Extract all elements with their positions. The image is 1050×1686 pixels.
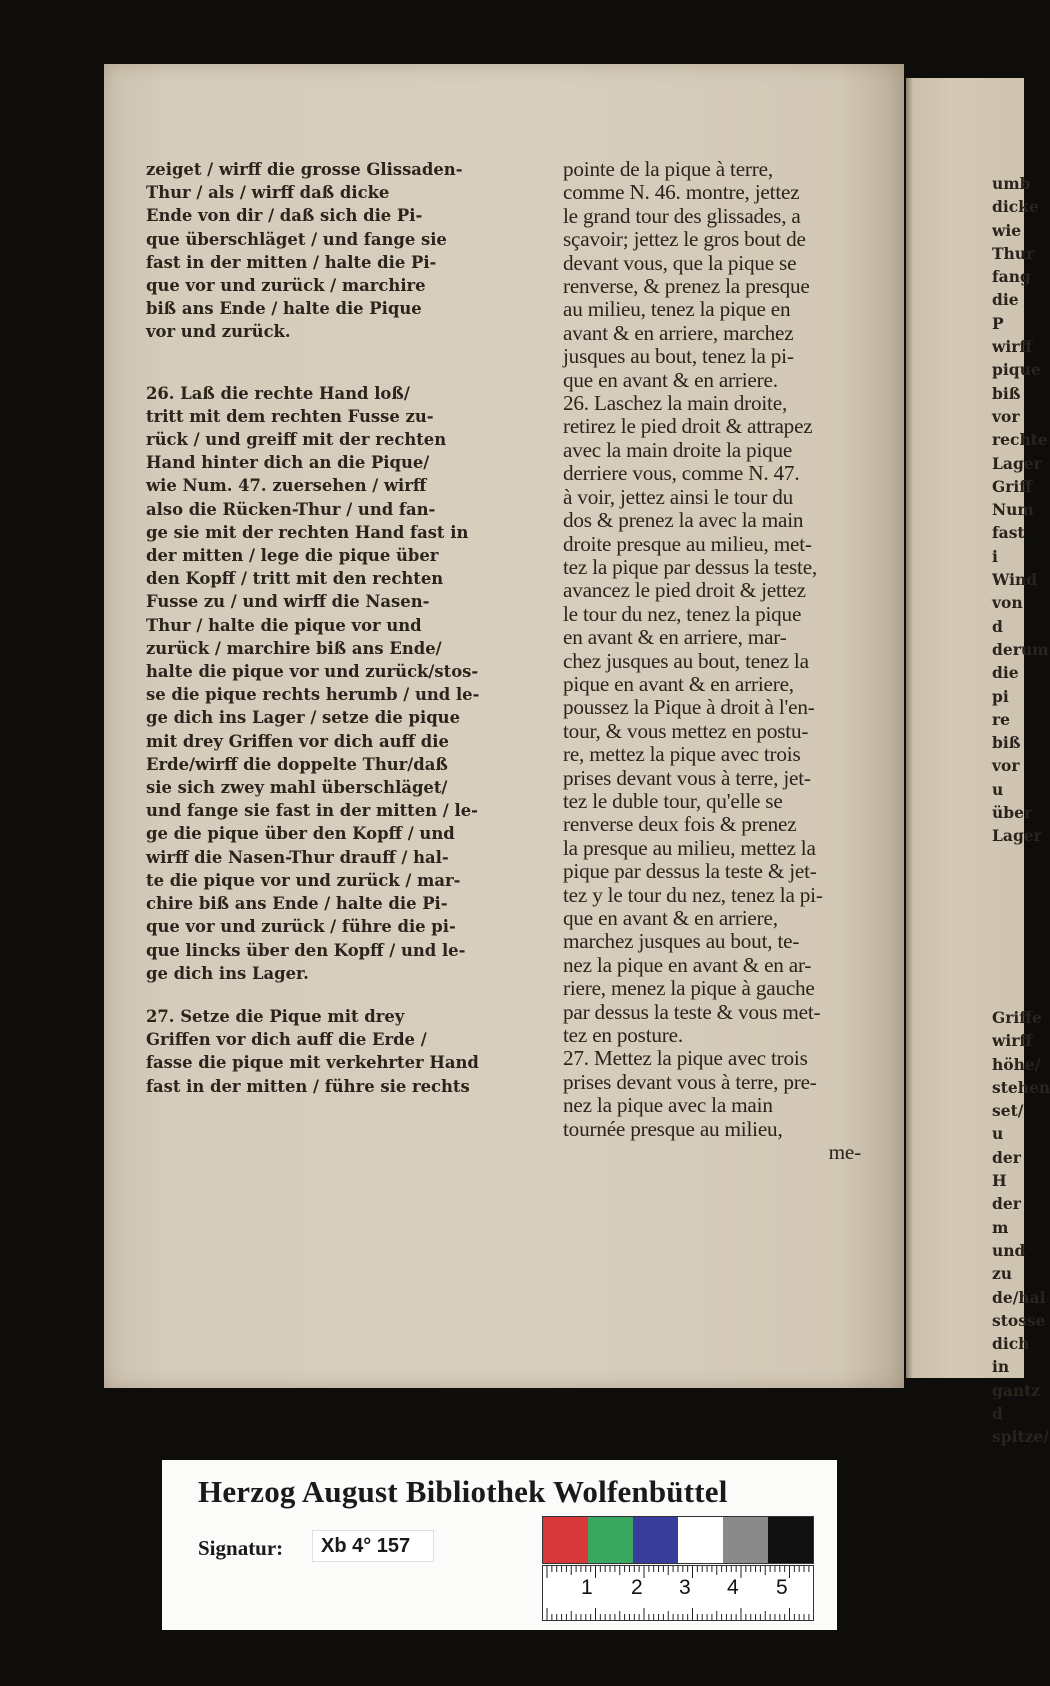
swatch-red	[543, 1517, 588, 1563]
signatur-label: Signatur:	[198, 1536, 284, 1560]
french-paragraph-1: pointe de la pique à terre, comme N. 46. montre, jettez le grand tour des glissades, a sçavoir; jettez le gros bout de devant vous, que la pique se renverse, & prenez la presque au milieu, tenez la pique en avant & en arriere, marchez jusques au bout, tenez la pi- que en avant & en arriere.	[563, 157, 810, 392]
next-page-text-top: umb dicke wie Thur fang die P wirff pique biß vor rechte Lager Griff Num fast i Wind von d derum die pi re biß vor u über Lager	[992, 174, 1049, 846]
swatch-blue	[633, 1517, 678, 1563]
french-text-column	[563, 158, 863, 1164]
swatch-gray	[723, 1517, 768, 1563]
ruler-number-5: 5	[776, 1576, 788, 1599]
ruler-number-2: 2	[631, 1576, 643, 1599]
german-paragraph-26: 26. Laß die rechte Hand loß/ tritt mit dem rechten Fusse zu- rück / und greiff mit der rechten Hand hinter dich an die Pique/ wie Num. 47. zuersehen / wirff also die Rücken-Thur / und fan- ge sie mit der rechten Hand fast in der mitten / lege die pique über den Kopff / tritt mit den rechten Fusse zu / und wirff die Nasen- Thur / halte die pique vor und zurück / marchire biß ans Ende/ halte die pique vor und zurück/stos- se die pique rechts herumb / und le- ge dich ins Lager / setze die pique mit drey Griffen vor dich auff die Erde/wirff die doppelte Thur/daß sie sich zwey mahl überschläget/ und fange sie fast in der mitten / le- ge die pique über den Kopff / und wirff die Nasen-Thur drauff / hal- te die pique vor und zurück / mar- chire biß ans Ende / halte die Pi- que vor und zurück / führe die pi- que lincks über den Kopff / und le- ge dich ins Lager.	[146, 383, 480, 983]
signatur-value: Xb 4° 157	[321, 1535, 411, 1557]
french-paragraph-27: 27. Mettez la pique avec trois prises devant vous à terre, pre- nez la pique avec la main tournée presque au milieu,	[563, 1046, 817, 1141]
french-paragraph-26: 26. Laschez la main droite, retirez le pied droit & attrapez avec la main droite la pique derriere vous, comme N. 47. à voir, jettez ainsi le tour du dos & prenez la avec la main droite presque au milieu, met- tez la pique par dessus la teste, avancez le pied droit & jettez le tour du nez, tenez la pique en avant & en arriere, mar- chez jusques au bout, tenez la pique en avant & en arriere, poussez la Pique à droit à l'en- tour, & vous mettez en postu- re, mettez la pique avec trois prises devant vous à terre, jet- tez le duble tour, qu'elle se renverse deux fois & prenez la presque au milieu, mettez la pique par dessus la teste & jet- tez y le tour du nez, tenez la pi- que en avant & en arriere, marchez jusques au bout, te- nez la pique en avant & en ar- riere, menez la pique à gauche par dessus la teste & vous met- tez en posture.	[563, 391, 823, 1048]
library-title: Herzog August Bibliothek Wolfenbüttel	[198, 1474, 728, 1509]
scale-ruler	[542, 1565, 814, 1621]
ruler-number-3: 3	[679, 1576, 691, 1599]
color-calibration-strip	[542, 1516, 814, 1564]
next-page-text-bottom: Griffe wirff höhe/ stehen set/ u der H der m und zu de/hal stosse dich in gantz d spitze/	[992, 1008, 1050, 1447]
german-paragraph-1: zeiget / wirff die grosse Glissaden- Thur / als / wirff daß dicke Ende von dir / daß sich die Pi- que überschläget / und fange sie fast in der mitten / halte die Pi- que vor und zurück / marchire biß ans Ende / halte die Pique vor und zurück.	[146, 160, 463, 342]
german-text-column	[146, 158, 554, 1098]
swatch-black	[768, 1517, 813, 1563]
german-paragraph-27: 27. Setze die Pique mit drey Griffen vor dich auff die Erde / fasse die pique mit verkehrter Hand fast in der mitten / führe sie rechts	[146, 1006, 479, 1096]
library-label	[162, 1460, 837, 1630]
catchword: me-	[828, 1140, 861, 1165]
ruler-number-1: 1	[581, 1576, 593, 1599]
swatch-green	[588, 1517, 633, 1563]
swatch-white	[678, 1517, 723, 1563]
ruler-number-4: 4	[727, 1576, 739, 1599]
